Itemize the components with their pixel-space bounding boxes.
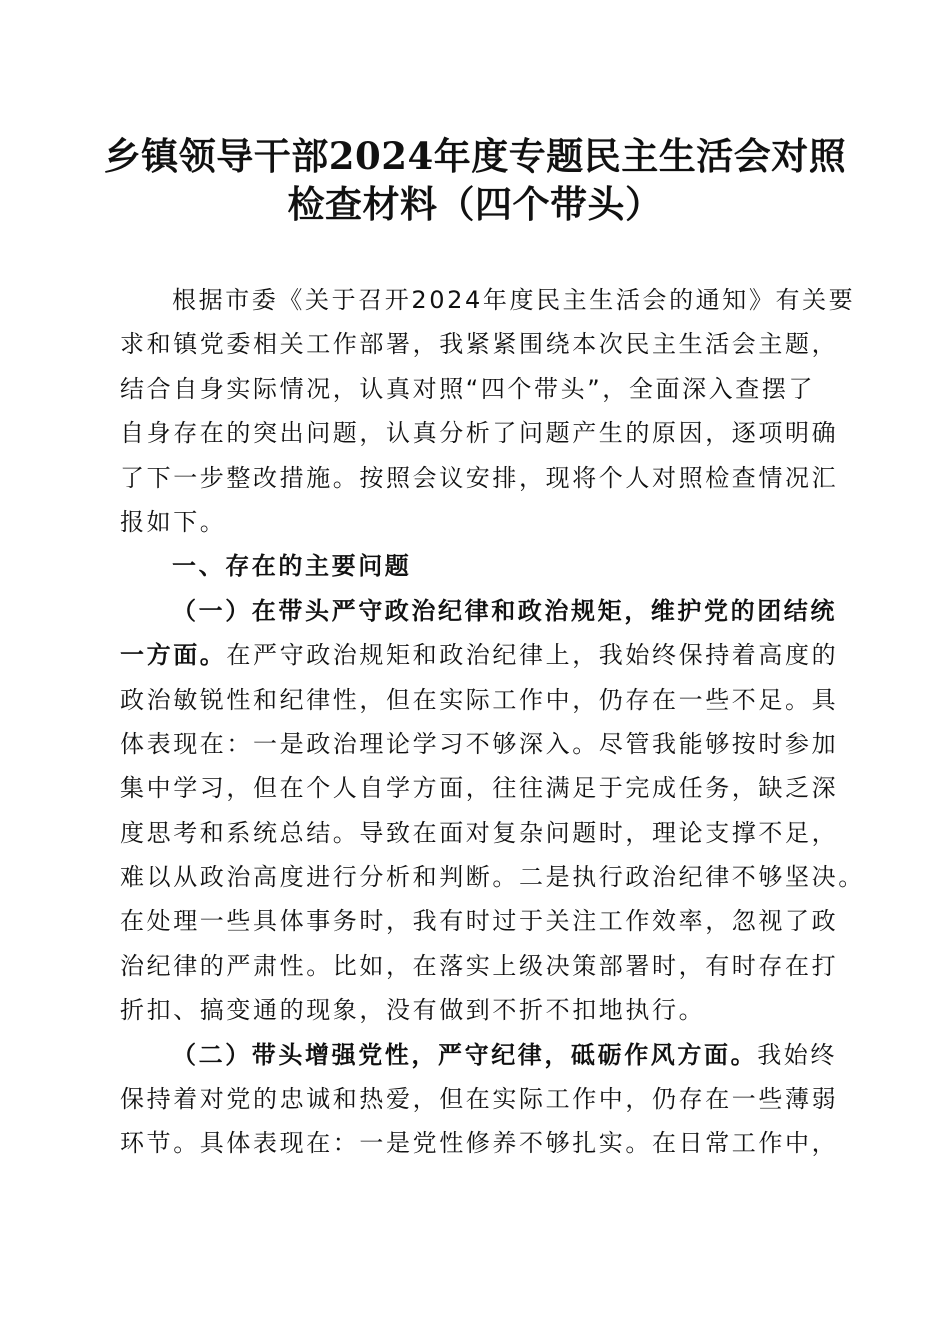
item1-line: 集中学习，但在个人自学方面，往往满足于完成任务，缺乏深 <box>120 774 839 803</box>
item1-line: 治纪律的严肃性。比如，在落实上级决策部署时，有时存在打 <box>120 951 839 980</box>
item1-line-2-text: 在严守政治规矩和政治纪律上，我始终保持着高度的 <box>226 641 839 670</box>
item1-line: 难以从政治高度进行分析和判断。二是执行政治纪律不够坚决。 <box>120 863 865 892</box>
intro-line: 报如下。 <box>120 507 227 536</box>
intro-line: 求和镇党委相关工作部署，我紧紧围绕本次民主生活会主题， <box>120 330 839 359</box>
item1-lead-line: （一）在带头严守政治纪律和政治规矩，维护党的团结统 <box>172 596 837 625</box>
item1-line-2 <box>120 633 839 677</box>
title-line-1: 乡镇领导干部2024年度专题民主生活会对照 <box>103 134 847 178</box>
item1-lead-end: 一方面。 <box>120 641 227 670</box>
item2-line: 保持着对党的忠诚和热爱，但在实际工作中，仍存在一些薄弱 <box>120 1085 839 1114</box>
item1-line: 度思考和系统总结。导致在面对复杂问题时，理论支撑不足， <box>120 818 839 847</box>
item2-line: 环节。具体表现在：一是党性修养不够扎实。在日常工作中， <box>120 1129 839 1158</box>
intro-line: 结合自身实际情况，认真对照“四个带头”，全面深入查摆了 <box>120 374 816 403</box>
document-title <box>0 132 950 228</box>
item1-line: 政治敏锐性和纪律性，但在实际工作中，仍存在一些不足。具 <box>120 685 839 714</box>
section-heading: 一、存在的主要问题 <box>172 552 412 581</box>
item2-line-1 <box>120 1033 838 1077</box>
item1-line: 在处理一些具体事务时，我有时过于关注工作效率，忽视了政 <box>120 907 839 936</box>
intro-line: 了下一步整改措施。按照会议安排，现将个人对照检查情况汇 <box>120 463 839 492</box>
document-body <box>120 278 865 1166</box>
intro-line: 根据市委《关于召开2024年度民主生活会的通知》有关要 <box>172 286 856 314</box>
intro-line: 自身存在的突出问题，认真分析了问题产生的原因，逐项明确 <box>120 419 839 448</box>
item1-line: 折扣、搞变通的现象，没有做到不折不扣地执行。 <box>120 996 706 1025</box>
item2-lead: （二）带头增强党性，严守纪律，砥砺作风方面。 <box>172 1040 758 1069</box>
item1-line: 体表现在：一是政治理论学习不够深入。尽管我能够按时参加 <box>120 729 839 758</box>
title-line-2: 检查材料（四个带头） <box>287 182 663 226</box>
item2-line-1-text: 我始终 <box>757 1040 838 1069</box>
